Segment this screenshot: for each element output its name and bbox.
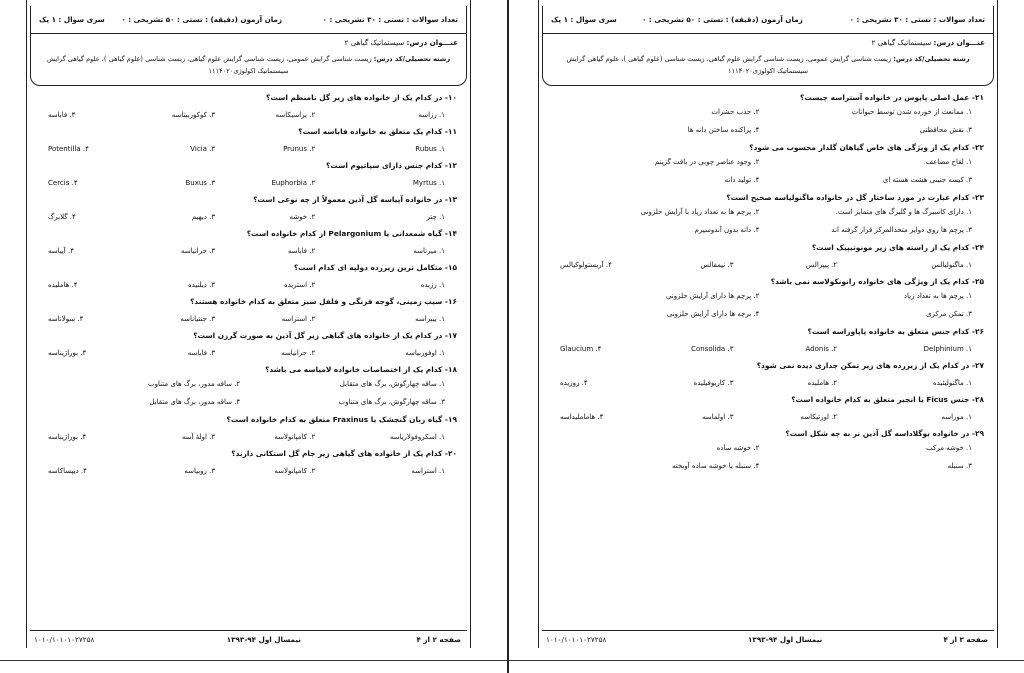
- answer-option: ۳. کاریوفیلیده: [693, 379, 734, 387]
- answer-option: ۳. دیلنیده: [187, 281, 216, 289]
- question-stem: ۱۰- در کدام یک از خانواده های زیر گل نامنظم است؟: [266, 93, 457, 102]
- answer-option: ۳. روبیاسه: [184, 467, 216, 475]
- question-stem: ۲۳- کدام عبارت در مورد ساختار گل در خانواده ماگنولیاسه صحیح است؟: [726, 193, 984, 202]
- answer-option: ۲. خوشه ساده: [716, 444, 760, 452]
- answer-option: ۴. Potentilla: [48, 145, 89, 153]
- answer-option: ۴. آریستولوکیالس: [560, 261, 612, 269]
- answer-options: [40, 138, 457, 160]
- answer-option: ۴. سنبله یا خوشه ساده آویخته: [672, 462, 760, 470]
- question: [552, 192, 984, 242]
- page-number: صفحه ۳ از ۴: [943, 635, 988, 644]
- answer-options: [552, 440, 984, 478]
- field-of-study: رشته تحصیلی/کد درس: زیست شناسی گرایش عمومی، زیست شناسی گرایش علوم گیاهی، زیست شناسی (علوم گیاهی )، علوم گیاهی گرایش سیستماتیک اکولوژی۱۱۱۴۰۲۰: [566, 55, 970, 75]
- answer-option: ۲. پرچم ها دارای آرایش حلزونی: [665, 292, 760, 300]
- answer-options: [552, 104, 984, 142]
- page-separator: [507, 0, 509, 673]
- question: [552, 142, 984, 192]
- answer-option: ۱. خوشه مرکب: [926, 444, 972, 452]
- question-stem: ۱۵- متکامل ترین زیررده دولپه ای کدام است؟: [293, 263, 457, 272]
- semester: نیمسال اول ۹۴-۱۳۹۳: [226, 635, 301, 644]
- question: [40, 262, 457, 296]
- answer-option: ۳. جرانیاسه: [180, 247, 216, 255]
- answer-options: [40, 206, 457, 228]
- answer-option: ۴. بوراژیناسه: [48, 433, 87, 441]
- answer-option: ۴. سولاناسه: [48, 315, 84, 323]
- answer-options: [40, 172, 457, 194]
- question-series: سری سوال : ۱ یک: [551, 15, 617, 24]
- question-stem: ۲۴- کدام یک از راسته های زیر مونوتیپیک است؟: [811, 243, 984, 252]
- answer-option: ۴. گلابرگ: [48, 213, 76, 221]
- answer-options: [552, 254, 984, 276]
- question: [552, 326, 984, 360]
- answer-option: ۳. تمکن مرکزی: [926, 310, 972, 318]
- question-stem: ۱۲- کدام جنس دارای سیاتیوم است؟: [326, 161, 457, 170]
- answer-option: ۴. ساقه مدور، برگ های متقابل: [149, 398, 241, 406]
- question-stem: ۲۸- جنس Ficus یا انجیر متعلق به کدام خانواده است؟: [791, 395, 984, 404]
- answer-option: ۱. پرچم ها به تعداد زیاد: [903, 292, 972, 300]
- answer-option: ۴. فاباسه: [48, 111, 76, 119]
- exam-footer: [542, 630, 994, 648]
- answer-option: ۲. جرانیاسه: [281, 349, 316, 357]
- question-stem: ۱۱- کدام یک متعلق به خانواده فاباسه است؟: [298, 127, 457, 136]
- answer-option: ۲. پرچم ها به تعداد زیاد با آرایش حلزونی: [640, 208, 760, 216]
- answer-option: ۱. استراسه: [411, 467, 445, 475]
- answer-options: [40, 460, 457, 482]
- question-stem: ۱۸- کدام یک از اختصاصات خانواده لامیاسه می باشد؟: [265, 365, 457, 374]
- semester: نیمسال اول ۹۴-۱۳۹۳: [748, 635, 823, 644]
- answer-options: [40, 308, 457, 330]
- answer-options: [40, 342, 457, 364]
- question-stem: ۲۱- عمل اصلی پاپوس در خانواده آستراسه چیست؟: [800, 93, 984, 102]
- answer-option: ۳. سنبله: [947, 462, 972, 470]
- exam-page-right: [512, 0, 1024, 660]
- question-stem: ۲۹- در خانواده بوگلاداسه گل آذین نر به چه شکل است؟: [785, 429, 984, 438]
- answer-option: ۴. دانه بدون آندوسپرم: [694, 226, 760, 234]
- question: [40, 92, 457, 126]
- answer-option: ۲. Prunus: [283, 145, 316, 153]
- answer-option: ۱. اسکروفولاریاسه: [389, 433, 445, 441]
- answer-option: ۳. نیمفالس: [700, 261, 734, 269]
- answer-option: ۴. پراکنده ساختن دانه ها: [687, 126, 760, 134]
- answer-options: [40, 104, 457, 126]
- answer-option: ۳. اولهٔ آسه: [181, 433, 216, 441]
- answer-option: ۱. رزاسه: [418, 111, 445, 119]
- question: [40, 330, 457, 364]
- question: [552, 394, 984, 428]
- answer-option: ۴. Glaucium: [560, 345, 602, 353]
- answer-option: ۳. فاباسه: [187, 349, 216, 357]
- answer-option: ۱. دارای کاسبرگ ها و گلبرگ های متمایز است.: [835, 208, 972, 216]
- answer-option: ۱. ماگنولیئیده: [933, 379, 972, 387]
- question: [40, 364, 457, 414]
- exam-footer: [30, 630, 467, 648]
- answer-option: ۲. فاباسه: [287, 247, 316, 255]
- answer-option: ۲. Adonis: [805, 345, 838, 353]
- answer-option: ۱. Delphinium: [923, 345, 972, 353]
- answer-option: ۲. کامپانولاسه: [274, 433, 316, 441]
- answer-option: ۴. تولید دانه: [724, 176, 760, 184]
- exam-header: [30, 6, 467, 86]
- answer-option: ۱. اوفوربیاسه: [405, 349, 445, 357]
- question-series: سری سوال : ۱ یک: [39, 15, 105, 24]
- answer-options: [552, 204, 984, 242]
- answer-option: ۱. میرتاسه: [413, 247, 445, 255]
- bottom-rule: [0, 660, 1024, 661]
- answer-option: ۴. بوراژیناسه: [48, 349, 87, 357]
- answer-option: ۴. هاملیده: [48, 281, 78, 289]
- answer-option: ۴. برچه ها دارای آرایش حلزونی: [666, 310, 760, 318]
- course-title: عنـــوان درس: سیستماتیک گیاهی ۲: [344, 38, 458, 47]
- answer-option: ۳. کوکوربیتاسه: [171, 111, 216, 119]
- header-divider: [31, 33, 466, 34]
- answer-option: ۳. جنتیاناسه: [180, 315, 216, 323]
- answer-options: [552, 372, 984, 394]
- answer-option: ۲. اورتیکاسه: [800, 413, 838, 421]
- header-divider: [543, 33, 993, 34]
- answer-option: ۱. موراسه: [941, 413, 972, 421]
- answer-option: ۳. ساقه چهارگوش، برگ های متناوب: [338, 398, 445, 406]
- question: [552, 242, 984, 276]
- exam-time: زمان آزمون (دقیقه) : تستی : ۵۰ تشریحی : ۰: [121, 15, 283, 24]
- answer-option: ۱. Myrtus: [412, 179, 445, 187]
- exam-page-left: [0, 0, 497, 660]
- question-stem: ۱۷- در کدام یک از خانواده های گیاهی زیر گل آذین به صورت گرزن است؟: [193, 331, 457, 340]
- answer-option: ۲. کامپانولاسه: [274, 467, 316, 475]
- answer-option: ۳. پرچم ها روی دوایر متحدالمرکز قرار گرفته اند: [831, 226, 972, 234]
- answer-option: ۲. استراسه: [281, 315, 316, 323]
- answer-option: ۴. دیپساکاسه: [48, 467, 87, 475]
- answer-option: ۳. دیهیم: [191, 213, 216, 221]
- answer-option: ۱. چتر: [426, 213, 445, 221]
- question-list: [40, 92, 457, 482]
- question: [40, 228, 457, 262]
- answer-options: [40, 426, 457, 448]
- question-stem: ۲۲- کدام یک از ویژگی های خاص گیاهان گلدار محسوب می شود؟: [749, 143, 984, 152]
- question-count: تعداد سوالات : تستی : ۳۰ تشریحی : ۰: [322, 15, 458, 24]
- answer-option: ۱. Rubus: [415, 145, 445, 153]
- answer-option: ۲. وجود عناصر چوبی در بافت گزینم: [654, 158, 760, 166]
- answer-option: ۱. بیبراسه: [415, 315, 445, 323]
- answer-option: ۱. ساقه چهارگوش، برگ های متقابل: [339, 380, 445, 388]
- answer-option: ۲. جذب حشرات: [711, 108, 760, 116]
- field-of-study: رشته تحصیلی/کد درس: زیست شناسی گرایش عمومی، زیست شناسی گرایش علوم گیاهی، زیست شناسی (علوم گیاهی )، علوم گیاهی گرایش سیستماتیک اکولوژی۱۱۱۴۰۲۰: [46, 55, 451, 75]
- page-number: صفحه ۲ از ۴: [416, 635, 461, 644]
- answer-option: ۴. Cercis: [48, 179, 78, 187]
- answer-option: ۲. هاملیده: [807, 379, 838, 387]
- exam-time: زمان آزمون (دقیقه) : تستی : ۵۰ تشریحی : ۰: [642, 15, 803, 24]
- question-stem: ۱۳- در خانواده آپیاسه گل آذین معمولاً از چه نوعی است؟: [253, 195, 457, 204]
- answer-option: ۳. اولماسه: [701, 413, 734, 421]
- answer-options: [40, 240, 457, 262]
- question-stem: ۲۰- کدام یک از خانواده های گیاهی زیر جام گل استکانی دارند؟: [231, 449, 457, 458]
- answer-options: [40, 274, 457, 296]
- question-stem: ۲۵- کدام یک از ویژگی های خانواده رانونکولاسه نمی باشد؟: [770, 277, 984, 286]
- answer-option: ۱. رزیده: [420, 281, 445, 289]
- answer-option: ۱. لقاح مضاعف: [925, 158, 972, 166]
- question-stem: ۱۴- گیاه شمعدانی یا Pelargonium از کدام خانواده است؟: [246, 229, 457, 238]
- answer-option: ۲. خوشه: [289, 213, 316, 221]
- exam-code: ۱۰۱۰/۱۰۱۰۱۰۲۷۲۵۸: [546, 635, 607, 644]
- question: [40, 448, 457, 482]
- question: [552, 276, 984, 326]
- question: [40, 296, 457, 330]
- question-count: تعداد سوالات : تستی : ۳۰ تشریحی : ۰: [849, 15, 985, 24]
- answer-options: [552, 154, 984, 192]
- question-list: [552, 92, 984, 478]
- answer-option: ۴. روزیده: [560, 379, 588, 387]
- question: [40, 126, 457, 160]
- answer-options: [40, 376, 457, 414]
- course-title: عنـــوان درس: سیستماتیک گیاهی ۲: [871, 38, 985, 47]
- answer-option: ۳. کیسه جنینی هشت هسته ای: [882, 176, 972, 184]
- question: [40, 414, 457, 448]
- answer-option: ۳. Consolida: [691, 345, 734, 353]
- question-stem: ۲۶- کدام جنس متعلق به خانواده پاپاوراسه است؟: [807, 327, 984, 336]
- answer-option: ۳. Buxus: [185, 179, 216, 187]
- answer-options: [552, 406, 984, 428]
- question: [40, 194, 457, 228]
- answer-option: ۳. نقش محافظتی: [919, 126, 972, 134]
- answer-option: ۴. هاماملیداسه: [560, 413, 604, 421]
- answer-option: ۱. ماگنولیالس: [931, 261, 972, 269]
- answer-option: ۳. Vicia: [190, 145, 216, 153]
- answer-option: ۴. آپیاسه: [48, 247, 74, 255]
- question: [552, 360, 984, 394]
- question: [552, 428, 984, 478]
- exam-code: ۱۰۱۰/۱۰۱۰۱۰۲۷۲۵۸: [34, 635, 95, 644]
- answer-options: [552, 338, 984, 360]
- exam-header: [542, 6, 994, 86]
- question: [552, 92, 984, 142]
- answer-option: ۲. پیپرالس: [805, 261, 838, 269]
- answer-option: ۲. ساقه مدور، برگ های متناوب: [148, 380, 241, 388]
- answer-option: ۲. Euphorbia: [271, 179, 316, 187]
- answer-option: ۱. ممانعت از خورده شدن توسط حیوانات: [851, 108, 972, 116]
- answer-option: ۲. استریده: [283, 281, 316, 289]
- question-stem: ۱۶- سیب زمینی، گوجه فرنگی و فلفل سبز متعلق به کدام خانواده هستند؟: [190, 297, 457, 306]
- answer-option: ۲. براسیکاسه: [275, 111, 316, 119]
- answer-options: [552, 288, 984, 326]
- question-stem: ۱۹- گیاه زبان گنجشک یا Fraxinus متعلق به کدام خانواده است؟: [226, 415, 457, 424]
- question: [40, 160, 457, 194]
- question-stem: ۲۷- در کدام یک از زیررده های زیر تمکن جداری دیده نمی شود؟: [756, 361, 984, 370]
